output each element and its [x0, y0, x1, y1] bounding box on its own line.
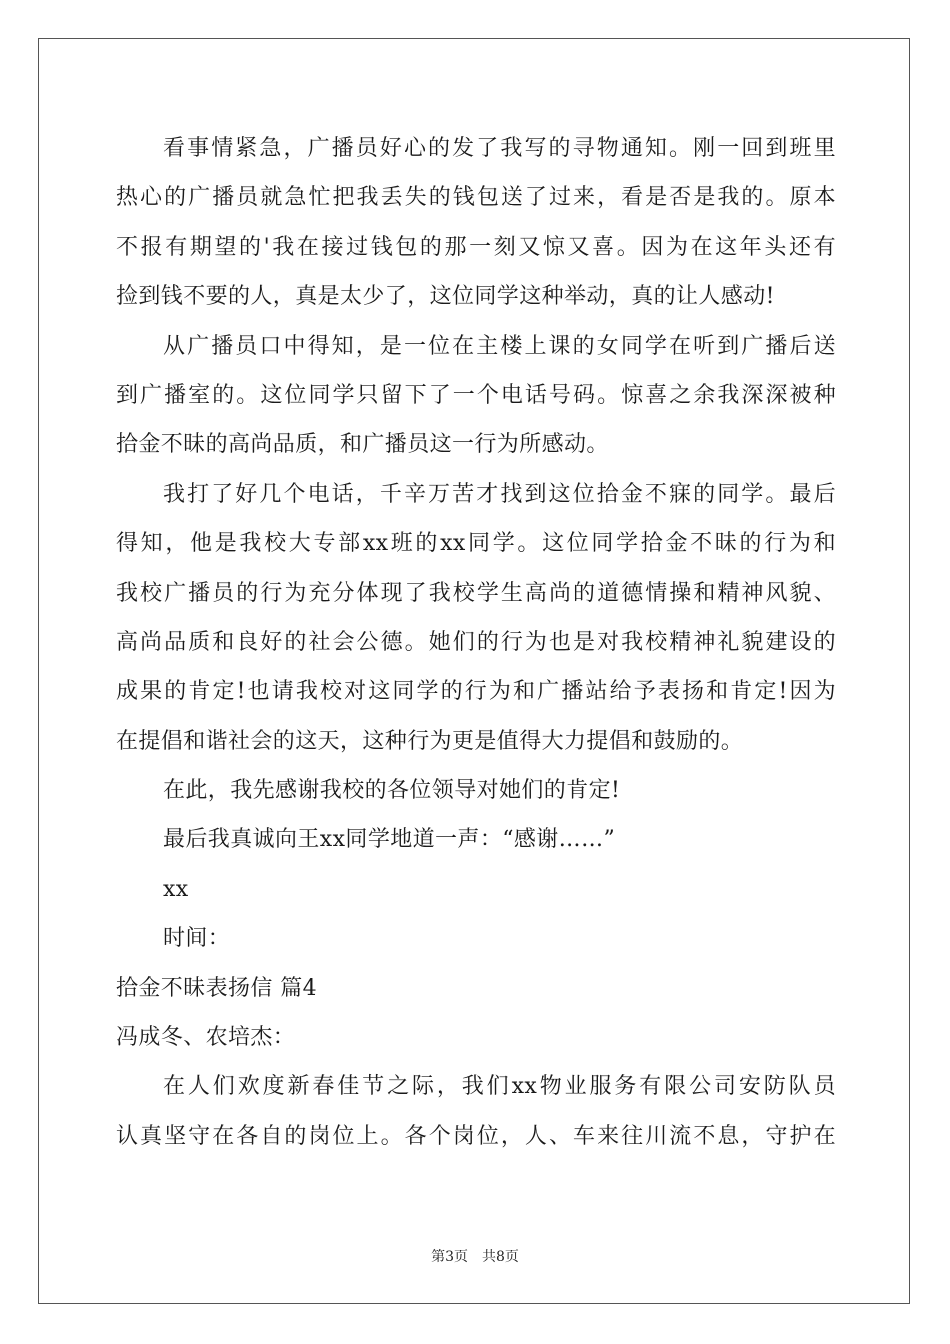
page-footer: [0, 1246, 950, 1266]
paragraph-line: 高尚品质和良好的社会公德。她们的行为也是对我校精神礼貌建设的: [116, 629, 836, 655]
paragraph-line: 得知，他是我校大专部xx班的xx同学。这位同学拾金不昧的行为和: [116, 531, 836, 557]
paragraph-line: 认真坚守在各自的岗位上。各个岗位，人、车来往川流不息，守护在: [116, 1123, 836, 1149]
paragraph-line: 捡到钱不要的人，真是太少了，这位同学这种举动，真的让人感动!: [116, 284, 775, 310]
paragraph-line: 拾金不昧的高尚品质，和广播员这一行为所感动。: [116, 432, 609, 458]
paragraph-line: 从广播员口中得知，是一位在主楼上课的女同学在听到广播后送: [163, 333, 836, 359]
paragraph-line: 热心的广播员就急忙把我丢失的钱包送了过来，看是否是我的。原本: [116, 185, 836, 211]
paragraph-line: 我打了好几个电话，千辛万苦才找到这位拾金不寐的同学。最后: [163, 481, 836, 507]
paragraph-line: 最后我真诚向王xx同学地道一声：“感谢……”: [163, 827, 616, 853]
paragraph-line: 在提倡和谐社会的这天，这种行为更是值得大力提倡和鼓励的。: [116, 728, 744, 754]
paragraph-line: 我校广播员的行为充分体现了我校学生高尚的道德情操和精神风貌、: [116, 580, 836, 606]
section-heading: 拾金不昧表扬信 篇4: [116, 975, 317, 1001]
paragraph-line: 不报有期望的'我在接过钱包的那一刻又惊又喜。因为在这年头还有: [116, 234, 836, 260]
paragraph-line: 在人们欢度新春佳节之际，我们xx物业服务有限公司安防队员: [163, 1074, 836, 1100]
signature-name: xx: [163, 876, 189, 902]
paragraph-line: 到广播室的。这位同学只留下了一个电话号码。惊喜之余我深深被种: [116, 382, 836, 408]
page-number: 第3页: [431, 1249, 468, 1265]
paragraph-line: 在此，我先感谢我校的各位领导对她们的肯定!: [163, 778, 621, 804]
date-line: 时间：: [163, 926, 231, 952]
salutation: 冯成冬、农培杰：: [116, 1025, 296, 1051]
paragraph-line: 成果的肯定!也请我校对这同学的行为和广播站给予表扬和肯定!因为: [116, 679, 836, 705]
paragraph-line: 看事情紧急，广播员好心的发了我写的寻物通知。刚一回到班里: [163, 136, 836, 161]
document-body: [116, 124, 836, 1161]
page-total: 共8页: [482, 1249, 519, 1265]
